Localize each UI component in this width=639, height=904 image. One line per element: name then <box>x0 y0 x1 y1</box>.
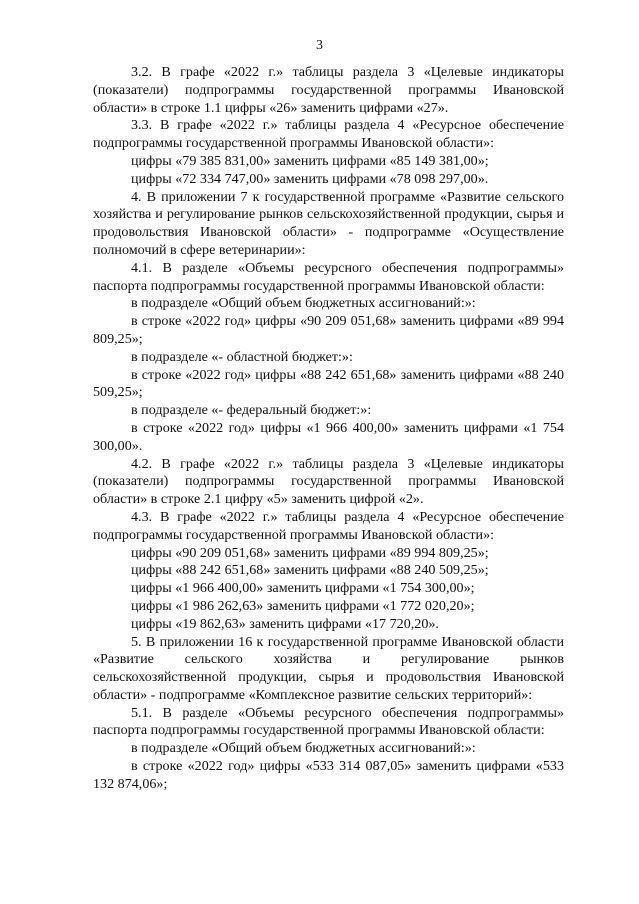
paragraph-4-1-subsection-regional: в подразделе «- областной бюджет:»: <box>131 348 353 365</box>
paragraph-5-1-line-total: в строке «2022 год» цифры «533 314 087,05» заменить цифрами «533 132 874,06»; <box>93 758 564 792</box>
paragraph-4-1: 4.1. В разделе «Объемы ресурсного обеспечения подпрограммы» паспорта подпрограммы государственной программы Ивановской области: <box>93 259 564 294</box>
paragraph-4: 4. В приложении 7 к государственной программе «Развитие сельского хозяйства и регулирование рынков сельскохозяйственной продукции, сырья и продовольствия Ивановской области» - подпрограмме «Осуществление полномочий в сфере ветеринарии»: <box>93 188 564 258</box>
paragraph-4-3-item-3: цифры «1 966 400,00» заменить цифрами «1 754 300,00»; <box>131 580 475 597</box>
paragraph-5: 5. В приложении 16 к государственной программе Ивановской области «Развитие сельского хозяйства и регулирование рынков сельскохозяйственной продукции, сырья и продовольствия Ивановской области» - подпрограмме «Комплексное развитие сельских территорий»: <box>93 633 564 703</box>
paragraph-5-1-subsection-total: в подразделе «Общий объем бюджетных ассигнований:»: <box>131 740 476 757</box>
paragraph-3-2: 3.2. В графе «2022 г.» таблицы раздела 3 «Целевые индикаторы (показатели) подпрограммы государственной программы Ивановской области» в строке 1.1 цифры «26» заменить цифрами «27». <box>93 64 564 116</box>
paragraph-4-3-item-4: цифры «1 986 262,63» заменить цифрами «1 772 020,20»; <box>131 597 475 614</box>
paragraph-4-3-item-2: цифры «88 242 651,68» заменить цифрами «88 240 509,25»; <box>131 562 489 579</box>
paragraph-4-3-item-5: цифры «19 862,63» заменить цифрами «17 720,20». <box>131 615 439 632</box>
paragraph-4-1-subsection-total: в подразделе «Общий объем бюджетных ассигнований:»: <box>131 295 476 312</box>
paragraph-4-2: 4.2. В графе «2022 г.» таблицы раздела 3 «Целевые индикаторы (показатели) подпрограммы государственной программы Ивановской области» в строке 2.1 цифру «5» заменить цифрой «2». <box>93 455 564 508</box>
paragraph-3-3-item-1: цифры «79 385 831,00» заменить цифрами «85 149 381,00»; <box>131 152 489 169</box>
paragraph-4-1-line-federal: в строке «2022 год» цифры «1 966 400,00» заменить цифрами «1 754 300,00». <box>93 419 564 454</box>
paragraph-4-3: 4.3. В графе «2022 г.» таблицы раздела 4 «Ресурсное обеспечение подпрограммы государственной программы Ивановской области»: <box>93 508 564 543</box>
paragraph-5-1: 5.1. В разделе «Объемы ресурсного обеспечения подпрограммы» паспорта подпрограммы государственной программы Ивановской области: <box>93 704 564 739</box>
page-number: 3 <box>316 38 323 53</box>
document-body <box>93 64 564 794</box>
paragraph-4-1-line-regional: в строке «2022 год» цифры «88 242 651,68» заменить цифрами «88 240 509,25»; <box>93 366 564 401</box>
paragraph-3-3-item-2: цифры «72 334 747,00» заменить цифрами «78 098 297,00». <box>131 170 489 187</box>
paragraph-3-3: 3.3. В графе «2022 г.» таблицы раздела 4 «Ресурсное обеспечение подпрограммы государственной программы Ивановской области»: <box>93 117 564 152</box>
paragraph-4-1-line-total: в строке «2022 год» цифры «90 209 051,68» заменить цифрами «89 994 809,25»; <box>93 313 564 347</box>
paragraph-4-3-item-1: цифры «90 209 051,68» заменить цифрами «89 994 809,25»; <box>131 544 489 561</box>
paragraph-4-1-subsection-federal: в подразделе «- федеральный бюджет:»: <box>131 402 372 419</box>
